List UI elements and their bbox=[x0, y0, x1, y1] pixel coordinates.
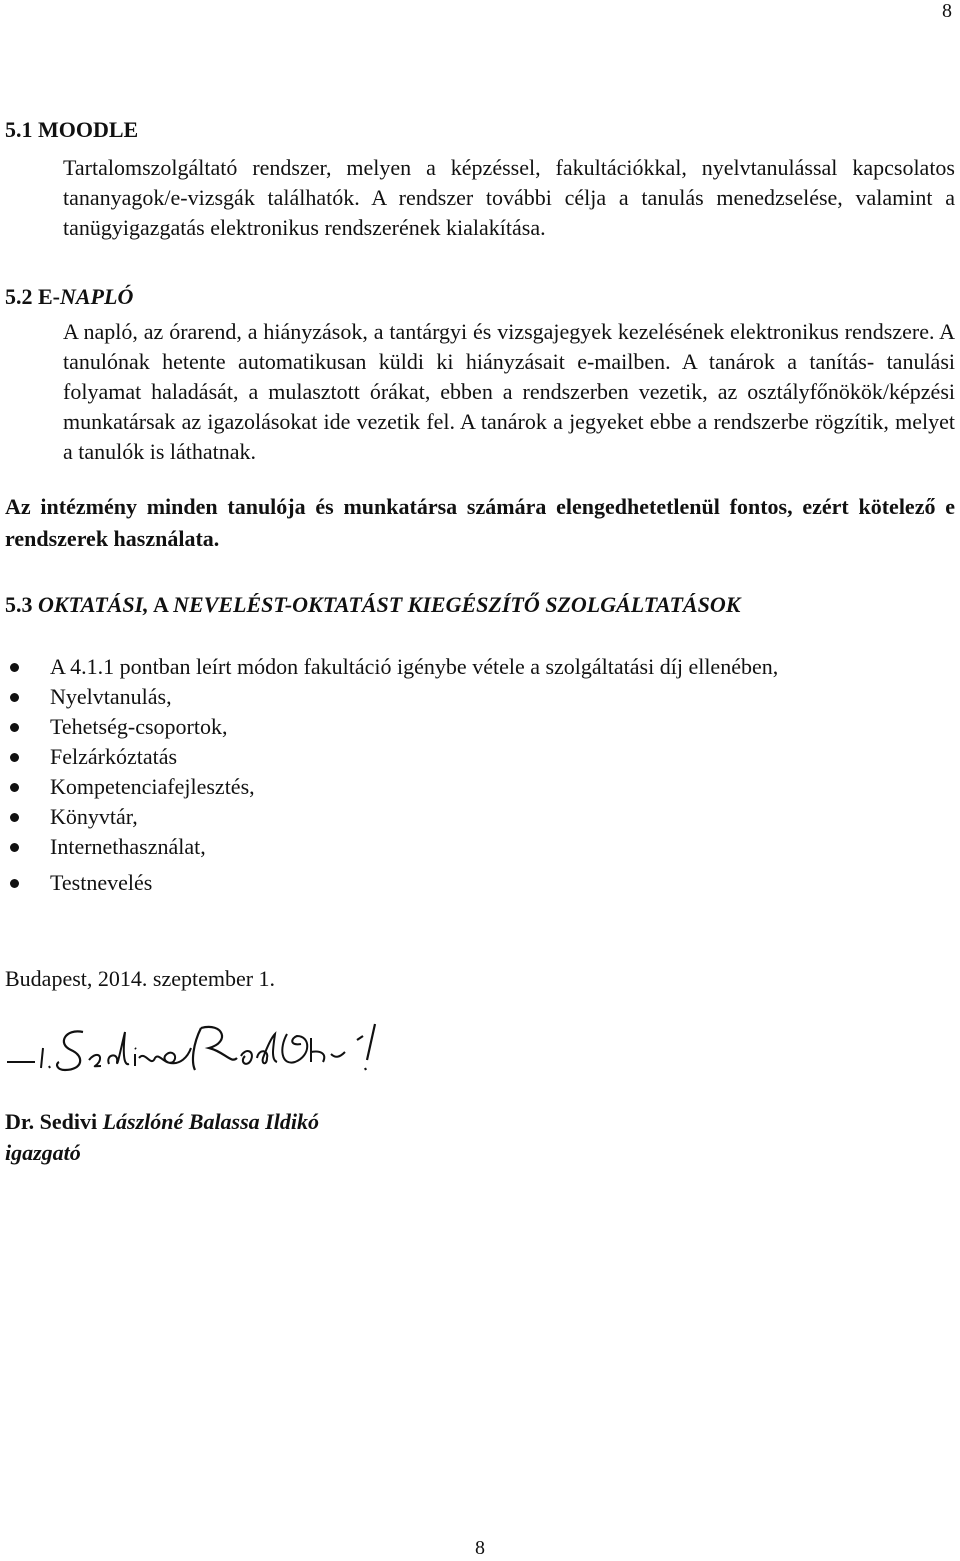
bullet-icon bbox=[10, 693, 19, 702]
section-title: MOODLE bbox=[38, 117, 139, 142]
signatory-name bbox=[5, 1109, 319, 1135]
list-item: Felzárkóztatás bbox=[10, 742, 950, 772]
bullet-icon bbox=[10, 813, 19, 822]
section-number: 5.2 bbox=[5, 284, 33, 309]
section-heading-enaplo bbox=[5, 284, 133, 310]
list-item: Kompetenciafejlesztés, bbox=[10, 772, 950, 802]
document-date: Budapest, 2014. szeptember 1. bbox=[5, 966, 276, 991]
section-title-part2: A bbox=[152, 592, 168, 617]
bullet-icon bbox=[10, 663, 19, 672]
bullet-icon bbox=[10, 753, 19, 762]
section-text-moodle: Tartalomszolgáltató rendszer, melyen a képzéssel, fakultációkkal, nyelvtanulással kapcsolatos tananyagok/e-vizsgák találhatók. A rendszer további célja a tanulás menedzselése, valamint a tanügyigazgatás elektronikus rendszerének kialakítása. bbox=[63, 155, 955, 240]
services-list bbox=[10, 652, 950, 898]
section-title-italic: NAPLÓ bbox=[60, 284, 134, 309]
signatory-name-bold: Dr. Sedivi bbox=[5, 1109, 98, 1134]
bullet-icon bbox=[10, 843, 19, 852]
signatory-role: igazgató bbox=[5, 1140, 81, 1165]
section-number: 5.1 bbox=[5, 117, 33, 142]
section-text-enaplo: A napló, az órarend, a hiányzások, a tantárgyi és vizsgajegyek kezelésének elektronikus rendszere. A tanulónak hetente automatikusan küldi ki hiányzásait e-mailben. A tanárok a tanítás- tanulási folyamat haladását, a mulasztott órákat, ebben a rendszerben vezetik, az osztályfőnökök/képzési munkatársak az igazolásokat ide vezetik fel. A tanárok a jegyeket ebbe a rendszerbe rögzítik, melyet a tanulók is láthatnak. bbox=[63, 319, 955, 464]
page-number-bottom: 8 bbox=[475, 1537, 485, 1559]
section-number: 5.3 bbox=[5, 592, 33, 617]
list-item: Könyvtár, bbox=[10, 802, 950, 832]
notice-text: Az intézmény minden tanulója és munkatársa számára elengedhetetlenül fontos, ezért kötelező e rendszerek használata. bbox=[5, 494, 955, 551]
section-title-prefix: E- bbox=[38, 284, 60, 309]
bullet-icon bbox=[10, 879, 19, 888]
section-title-part3: NEVELÉST-OKTATÁST KIEGÉSZÍTŐ SZOLGÁLTATÁSOK bbox=[173, 592, 741, 617]
section-heading-moodle bbox=[5, 117, 138, 143]
list-item: Testnevelés bbox=[10, 868, 950, 898]
list-item: Nyelvtanulás, bbox=[10, 682, 950, 712]
bullet-icon bbox=[10, 723, 19, 732]
page-number-top: 8 bbox=[942, 0, 952, 22]
signatory-name-italic: Lászlóné Balassa Ildikó bbox=[102, 1109, 319, 1134]
section-heading-services bbox=[5, 592, 740, 618]
section-title-part1: OKTATÁSI, bbox=[38, 592, 149, 617]
list-item: A 4.1.1 pontban leírt módon fakultáció igénybe vétele a szolgáltatási díj ellenében, bbox=[10, 652, 950, 682]
bullet-icon bbox=[10, 783, 19, 792]
signature-image bbox=[5, 1018, 385, 1084]
list-item: Internethasználat, bbox=[10, 832, 950, 862]
list-item: Tehetség-csoportok, bbox=[10, 712, 950, 742]
